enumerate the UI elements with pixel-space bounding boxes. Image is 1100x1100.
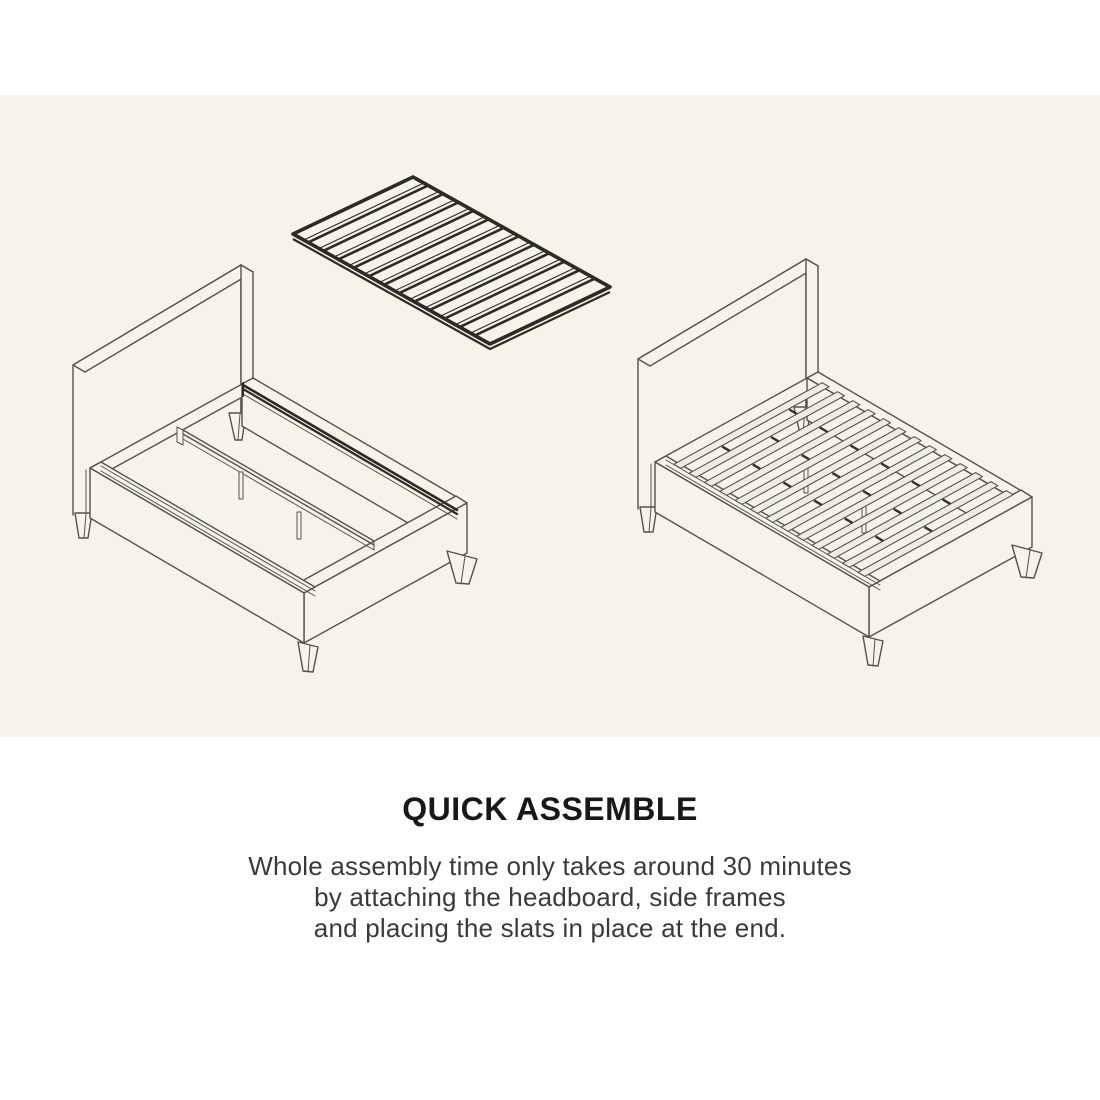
open-bed-frame-illustration: [73, 265, 477, 672]
description-line-2: by attaching the headboard, side frames: [314, 882, 786, 912]
slatted-bed-frame-illustration: [638, 259, 1042, 666]
description-line-3: and placing the slats in place at the end.: [313, 913, 787, 943]
illustration-panel: [0, 95, 1100, 737]
slat-roll-illustration: [293, 177, 610, 349]
caption-block: [0, 791, 1100, 944]
description-line-1: Whole assembly time only takes around 30 minutes: [248, 851, 852, 881]
section-heading: QUICK ASSEMBLE: [402, 791, 698, 827]
assembly-diagram: [0, 95, 1100, 737]
